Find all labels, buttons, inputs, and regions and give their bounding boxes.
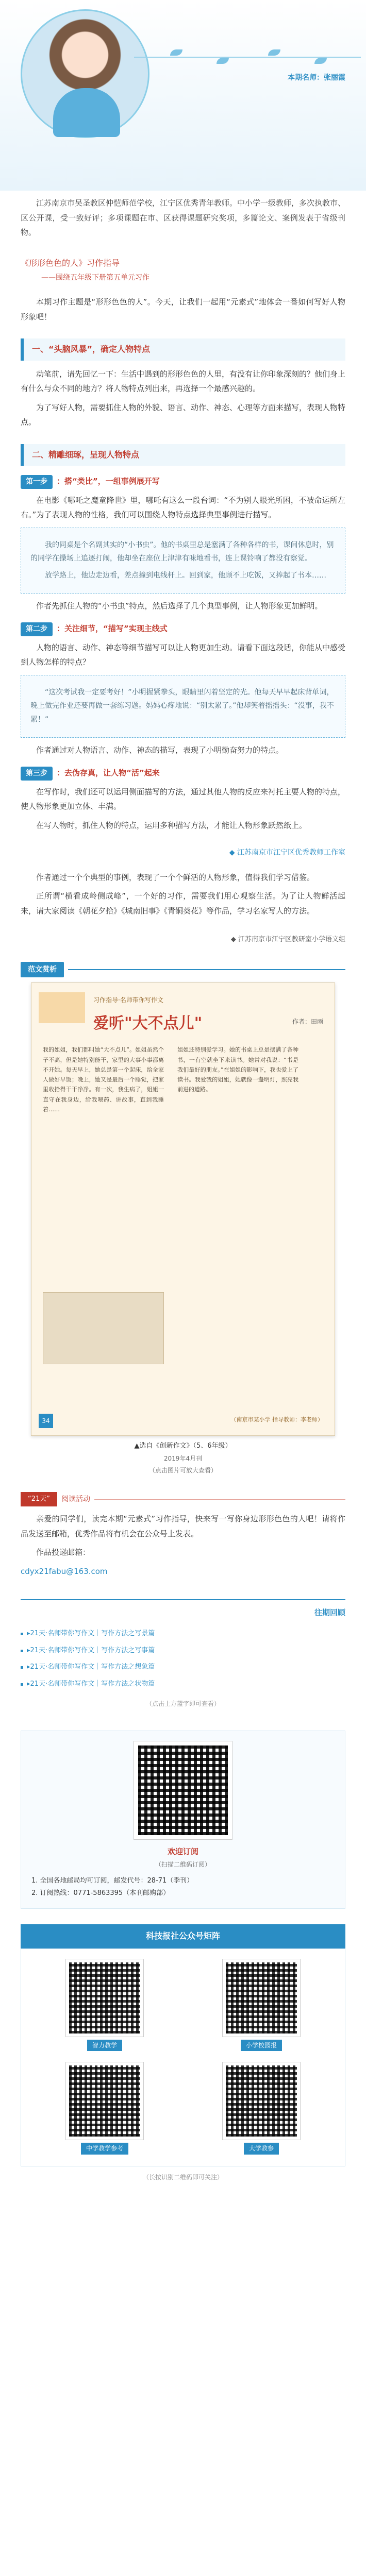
magazine-illustration: [43, 1292, 164, 1364]
magazine-kicker: 习作指导·名师带你写作文: [93, 996, 163, 1004]
paragraph: 动笔前，请先回忆一下：生活中遇到的形形色色的人里，有没有让你印象深刻的？他们身上有什么与众不同的地方？将人物特点列出来，再选择一个最感兴趣的。: [21, 369, 346, 394]
article-summary: [21, 870, 345, 919]
example-quote-1: [21, 528, 345, 594]
step-2-body: [0, 640, 366, 670]
decorative-vine: [134, 57, 361, 58]
paragraph: 在写作时，我们还可以运用侧面描写的方法，通过其他人物的反应来衬托主要人物的特点，使人物形象更加立体、丰满。: [21, 787, 346, 811]
past-issues-heading: 往期回顾: [314, 1608, 345, 1618]
step-2-heading: [21, 621, 345, 636]
qr-cell: [193, 1959, 329, 2053]
past-issues-hint: （点击上方蓝字即可查看）: [145, 1700, 220, 1707]
example-quote-2: [21, 675, 345, 738]
magazine-column-left: 我的姐姐，我们都叫她“大不点儿”。姐姐虽然个子不高，但是她特别能干，家里的大事小事都离不开她。每天早上，她总是第一个起床，给全家人做好早饭；晚上，她又是最后一个睡觉，把家里收拾得干干净净。有一次，我生病了，姐姐一直守在我身边，给我喂药、讲故事，直到我睡着……: [43, 1046, 164, 1113]
event-pill: “21天”: [21, 1492, 57, 1507]
article-lead: [0, 295, 366, 324]
event-body: [21, 1512, 345, 1579]
account-qr-code[interactable]: [223, 2062, 300, 2140]
subscription-qr-code[interactable]: [134, 1741, 232, 1839]
event-header: [21, 1492, 345, 1507]
paragraph: 在电影《哪吒之魔童降世》里，哪吒有这么一段台词：“不为别人眼光所困，不被命运所左右。”为了表现人物的性格，我们可以围绕人物特点选择典型事例进行描写。: [21, 495, 345, 520]
paragraph: 作者通过一个个典型的事例，表现了一个个鲜活的人物形象，值得我们学习借鉴。: [36, 872, 315, 882]
leaf-icon: [217, 58, 229, 64]
event-label: 阅读活动: [61, 1495, 91, 1503]
section-heading-2: 二、精雕细琢，呈现人物特点: [21, 444, 345, 466]
article-title: 《形形色色的人》习作指导: [21, 258, 120, 268]
magazine-issue: 2019年4月刊: [163, 1455, 203, 1463]
subscription-title: 欢迎订阅: [167, 1846, 198, 1856]
intro-paragraph: 江苏南京市吴圣教区仲恺师范学校，江宁区优秀青年教师。中小学一级教师，多次执教市、区公开课，受一致好评；多项课题在市、区获得课题研究奖项，多篇论文、案例发表于省级刊物。: [21, 198, 346, 237]
leaf-icon: [268, 49, 280, 56]
magazine-section-header: [21, 962, 345, 978]
divider: [68, 969, 345, 970]
magazine-zoom-hint: （点击图片可放大查看）: [148, 1466, 217, 1474]
magazine-column-right: 姐姐还特别爱学习。她的书桌上总是摆满了各种书，一有空就坐下来读书。她常对我说：“书是我们最好的朋友。”在姐姐的影响下，我也爱上了读书。我爱我的姐姐，她就像一盏明灯，照亮我前进的道路。: [177, 1046, 298, 1093]
paragraph: 作者先抓住人物的“小书虫”特点，然后选择了几个典型事例，让人物形象更加鲜明。: [36, 601, 323, 611]
magazine-author: 作者：田雨: [292, 1018, 323, 1026]
leaf-icon: [314, 58, 327, 64]
account-qr-code[interactable]: [66, 1959, 143, 2037]
magazine-footnote: （南京市某小学 指导教师：李老师）: [230, 1416, 323, 1423]
step-1-after: [0, 599, 366, 614]
step-3-body: [0, 785, 366, 833]
decorative-band: [39, 992, 85, 1023]
past-issue-link[interactable]: ▸21天·名师带你写作文｜写作方法之状物篇: [21, 1676, 345, 1693]
paragraph: 亲爱的同学们，读完本期“元素式”习作指导，快来写一写你身边形形色色的人吧！请将作品发送至邮箱，优秀作品将有机会在公众号上发表。: [21, 1514, 345, 1538]
step-2-after: [0, 743, 366, 758]
leaf-icon: [170, 49, 182, 56]
quote-paragraph: “这次考试我一定要考好！”小明握紧拳头，眼睛里闪着坚定的光。他每天早早起床背单词，晚上做完作业还要再做一套练习题。妈妈心疼地说：“别太累了。”他却笑着摇摇头：“没事，我不累！”: [30, 688, 334, 724]
magazine-caption: ▲选自《创新作文》（5、6年级）: [134, 1442, 232, 1450]
account-qr-code[interactable]: [66, 2062, 143, 2140]
qr-matrix-heading: 科技报社公众号矩阵: [21, 1924, 345, 1948]
submission-email-link[interactable]: cdyx21fabu@163.com: [21, 1566, 108, 1576]
paragraph: 作品投递邮箱：: [36, 1548, 91, 1557]
past-issue-link[interactable]: ▸21天·名师带你写作文｜写作方法之想象篇: [21, 1659, 345, 1676]
step-badge: 第三步: [21, 767, 53, 781]
author-photo: [21, 9, 149, 138]
step-title: ：去伪存真，让人物“活”起来: [57, 768, 160, 778]
divider: [94, 1499, 345, 1500]
past-issues-list: [21, 1625, 345, 1693]
section-pill: 范文赏析: [21, 962, 64, 978]
quote-paragraph: 我的同桌是个名副其实的“小书虫”。他的书桌里总是塞满了各种各样的书，课间休息时，别的同学在操场上追逐打闹，他却坐在座位上津津有味地看书，连上课铃响了都没有察觉。: [30, 540, 334, 563]
qr-cell: [37, 1959, 173, 2053]
magazine-title: 爱听"大不点儿": [93, 1014, 203, 1033]
step-1-body: [0, 493, 366, 522]
past-issue-link[interactable]: ▸21天·名师带你写作文｜写作方法之写事篇: [21, 1642, 345, 1659]
step-badge: 第一步: [21, 475, 53, 489]
account-qr-code[interactable]: [223, 1959, 300, 2037]
step-title: ：关注细节，“描写”实现主线式: [57, 624, 168, 634]
paragraph: 为了写好人物，需要抓住人物的外貌、语言、动作、神态、心理等方面来描写，表现人物特点。: [21, 402, 346, 427]
step-1-heading: [21, 474, 345, 489]
author-label: 本期名师：张丽霞: [288, 74, 345, 82]
qr-matrix: [21, 1948, 345, 2166]
paragraph: 在写人物时，抓住人物的特点，运用多种描写方法，才能让人物形象跃然纸上。: [36, 820, 307, 830]
past-issue-link[interactable]: ▸21天·名师带你写作文｜写作方法之写景篇: [21, 1625, 345, 1642]
subscription-line: 2. 订阅热线：0771-5863395（本刊邮购部）: [31, 1889, 170, 1897]
step-title: ：搭“类比”，一组事例展开写: [57, 477, 160, 486]
paragraph: 人物的语言、动作、神态等细节描写可以让人物更加生动。请看下面这段话，你能从中感受到人物怎样的特点？: [21, 642, 346, 667]
lead-paragraph: 本期习作主题是“形形色色的人”。今天，让我们一起用“元素式”地体会一番如何写好人物形象吧！: [21, 297, 345, 321]
paragraph: 正所谓“横看成岭侧成峰”，一个好的习作，需要我们用心观察生活。为了让人物鲜活起来，请大家阅读《朝花夕拾》《城南旧事》《青铜葵花》等作品，学习名家写人的方法。: [21, 891, 345, 916]
qr-cell: [37, 2062, 173, 2156]
subscription-line: 1. 全国各地邮局均可订阅，邮发代号：28-71（季刊）: [31, 1876, 194, 1885]
magazine-page-image[interactable]: [31, 982, 335, 1436]
quote-paragraph: 放学路上，他边走边看，差点撞到电线杆上。回到家，他顾不上吃饭，又捧起了书本……: [45, 571, 326, 580]
subscription-box: [21, 1731, 345, 1909]
step-3-heading: [21, 766, 345, 781]
paragraph: 作者通过对人物语言、动作、神态的描写，表现了小明勤奋努力的特点。: [36, 745, 284, 755]
hero-banner: [0, 0, 366, 191]
account-label: 中学教学参考: [81, 2143, 128, 2155]
section-1-body: [0, 367, 366, 430]
qr-hint: （长按识别二维码即可关注）: [142, 2173, 223, 2181]
subscription-subtitle: （扫描二维码订阅）: [155, 1861, 211, 1868]
step-badge: 第二步: [21, 622, 53, 636]
account-label: 大学教参: [244, 2143, 279, 2155]
article-source: ◆ 江苏南京市江宁区教研室小学语文组: [230, 936, 345, 944]
section-heading-1: 一、“头脑风暴”，确定人物特点: [21, 338, 345, 360]
page-number: 34: [39, 1414, 53, 1428]
article-subtitle: ——围绕五年级下册第五单元习作: [41, 273, 149, 282]
teacher-intro: [0, 196, 366, 240]
past-issues: [21, 1599, 345, 1709]
section-credit: ◆ 江苏南京市江宁区优秀教师工作室: [229, 849, 345, 857]
account-label: 智力教学: [87, 2040, 122, 2052]
account-label: 小学校园报: [241, 2040, 282, 2052]
qr-cell: [193, 2062, 329, 2156]
